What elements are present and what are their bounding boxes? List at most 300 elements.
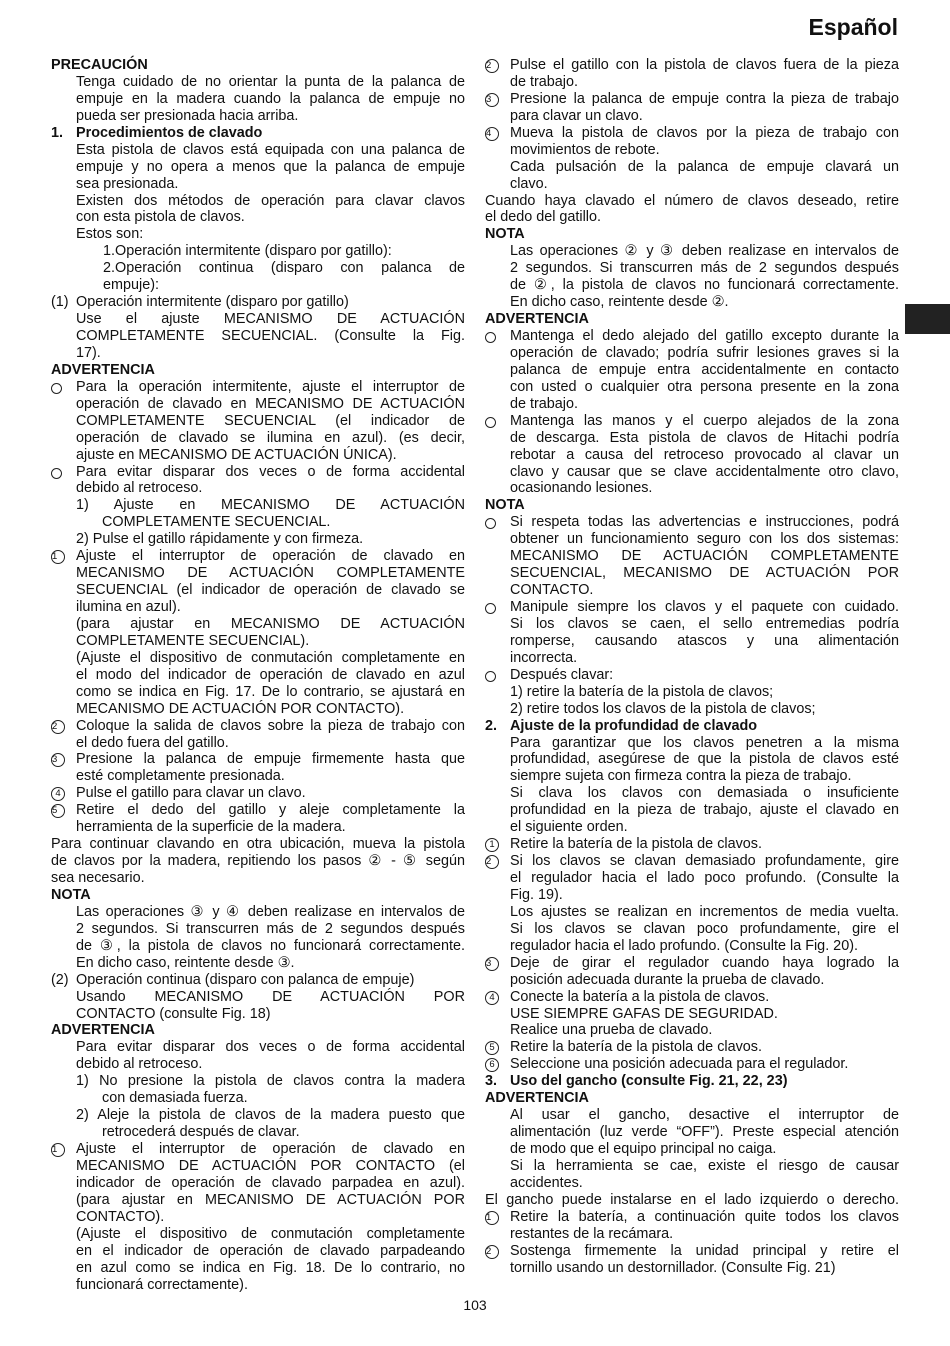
line-text: CONTACTO. — [510, 582, 594, 599]
line-text: NOTA — [485, 497, 525, 514]
line-text: Retire la batería, a continuación quite todos los clavos — [510, 1208, 899, 1225]
line-text: Para garantizar que los clavos penetren a la misma — [510, 734, 899, 751]
line-text: de ②, la pistola de clavos no funcionará correctamente. — [510, 277, 899, 294]
line-text: empuje en la madera cuando la palanca de empuje no — [76, 90, 465, 107]
language-header: Español — [808, 14, 898, 40]
text-line — [485, 176, 899, 193]
text-line — [485, 684, 899, 701]
text-line — [51, 1209, 465, 1226]
list-marker: 3. — [485, 1073, 498, 1090]
text-line — [485, 887, 899, 904]
line-text: clavo. — [510, 175, 548, 192]
text-line — [51, 972, 465, 989]
text-line — [485, 193, 899, 210]
text-line — [51, 125, 465, 142]
text-line — [51, 311, 465, 328]
text-line — [485, 548, 899, 565]
line-text: Si la herramienta se cae, existe el riesgo de causar — [510, 1157, 899, 1174]
text-line — [51, 1175, 465, 1192]
line-text: Procedimientos de clavado — [76, 124, 263, 141]
line-text: Sostenga firmemente la unidad principal y retire el — [510, 1242, 899, 1259]
line-text: indicador de operación de clavado parpadea en azul). — [76, 1174, 465, 1191]
text-line — [51, 565, 465, 582]
text-line — [485, 1107, 899, 1124]
line-text: funcionará correctamente). — [76, 1276, 248, 1293]
line-text: el modo del indicador de operación de clavado en azul — [76, 666, 465, 683]
text-line — [485, 785, 899, 802]
line-text: (para ajustar en MECANISMO DE ACTUACIÓN POR — [76, 1191, 465, 1208]
text-line — [485, 701, 899, 718]
line-text: Coloque la salida de clavos sobre la pieza de trabajo con — [76, 717, 465, 734]
line-text: Manipule siempre los clavos y el paquete con cuidado. — [510, 599, 899, 615]
line-text: Para evitar disparar dos veces o de forma accidental — [76, 463, 465, 480]
text-line — [51, 447, 465, 464]
line-text: ADVERTENCIA — [485, 311, 589, 328]
line-text: Para continuar clavando en otra ubicación, mueva la pistola — [51, 836, 465, 853]
line-text: pueda ser presionada hacia arriba. — [76, 107, 299, 124]
text-line — [485, 582, 899, 599]
text-line — [485, 260, 899, 277]
line-text: posición adecuada durante la prueba de clavado. — [510, 971, 825, 988]
line-text: romperse, causando atascos y una alimentación — [510, 632, 899, 649]
text-line — [51, 1141, 465, 1158]
line-text: ADVERTENCIA — [485, 1090, 589, 1107]
step-number-marker: 2 — [485, 1243, 499, 1260]
line-text: En dicho caso, reintente desde ③. — [76, 954, 295, 971]
line-text: Cada pulsación de la palanca de empuje clavará un — [510, 158, 899, 175]
text-line — [51, 887, 465, 904]
text-line — [485, 294, 899, 311]
text-line — [485, 819, 899, 836]
text-line — [51, 1158, 465, 1175]
line-text: movimientos de rebote. — [510, 141, 660, 158]
text-line — [485, 1209, 899, 1226]
step-number-marker: 1 — [51, 1141, 65, 1158]
line-text: Tenga cuidado de no orientar la punta de la palanca de — [76, 73, 465, 90]
line-text: COMPLETAMENTE SECUENCIAL (el indicador de — [76, 412, 465, 429]
line-text: en azul como se indica en Fig. 18. De lo contrario, no — [76, 1259, 465, 1276]
text-line — [485, 955, 899, 972]
line-text: Si clava los clavos con demasiada o insuficiente — [510, 785, 899, 802]
line-text: Para la operación intermitente, ajuste el interruptor de — [76, 378, 465, 395]
text-line — [485, 531, 899, 548]
text-line — [51, 1124, 465, 1141]
line-text: Ajuste el interruptor de operación de clavado en — [76, 548, 465, 565]
text-line — [485, 1124, 899, 1141]
line-text: Cuando haya clavado el número de clavos deseado, retire — [485, 192, 899, 209]
line-text: obtener un funcionamiento seguro con los dos sistemas: — [510, 531, 899, 548]
text-line — [51, 413, 465, 430]
step-number-marker: 4 — [485, 989, 499, 1006]
text-line — [51, 989, 465, 1006]
left-text-column — [51, 57, 465, 1293]
text-line — [485, 396, 899, 413]
text-line — [485, 1226, 899, 1243]
step-number-marker: 5 — [51, 802, 65, 819]
line-text: (Ajuste el dispositivo de conmutación completamente — [76, 1225, 465, 1242]
line-text: ADVERTENCIA — [51, 1022, 155, 1039]
line-text: empuje): — [103, 277, 159, 294]
line-text: PRECAUCIÓN — [51, 57, 148, 73]
text-line — [51, 176, 465, 193]
line-text: ADVERTENCIA — [51, 361, 155, 378]
text-line — [51, 1192, 465, 1209]
text-line — [485, 362, 899, 379]
text-line — [51, 159, 465, 176]
line-text: Uso del gancho (consulte Fig. 21, 22, 23) — [510, 1073, 788, 1090]
text-line — [51, 396, 465, 413]
text-line — [485, 74, 899, 91]
line-text: El gancho puede instalarse en el lado izquierdo o derecho. — [485, 1191, 899, 1208]
line-text: sea presionada. — [76, 175, 179, 192]
text-line — [51, 294, 465, 311]
step-number-marker: 2 — [485, 853, 499, 870]
text-line — [51, 1006, 465, 1023]
text-line — [485, 1022, 899, 1039]
line-text: de trabajo. — [510, 395, 579, 412]
text-line — [485, 904, 899, 921]
text-line — [51, 531, 465, 548]
text-line — [485, 108, 899, 125]
text-line — [485, 514, 899, 531]
line-text: USE SIEMPRE GAFAS DE SEGURIDAD. — [510, 1005, 778, 1022]
text-line — [485, 413, 899, 430]
list-marker: (2) — [51, 971, 69, 988]
text-line — [51, 904, 465, 921]
text-line — [51, 379, 465, 396]
text-line — [485, 938, 899, 955]
line-text: debido al retroceso. — [76, 1056, 203, 1073]
text-line — [51, 1107, 465, 1124]
line-text: Para evitar disparar dos veces o de forma accidental — [76, 1039, 465, 1056]
text-line — [485, 91, 899, 108]
line-text: Al usar el gancho, desactive el interruptor de — [510, 1107, 899, 1124]
text-line — [51, 718, 465, 735]
line-text: Después clavar: — [510, 666, 614, 683]
text-line — [51, 633, 465, 650]
line-text: de trabajo. — [510, 73, 579, 90]
line-text: rebotar a causa del retroceso provocado al clavar un — [510, 446, 899, 463]
text-line — [51, 802, 465, 819]
text-line — [51, 650, 465, 667]
text-line — [51, 735, 465, 752]
text-line — [485, 430, 899, 447]
text-line — [51, 260, 465, 277]
text-line — [51, 938, 465, 955]
text-line — [485, 1158, 899, 1175]
text-line — [51, 514, 465, 531]
step-number-marker: 2 — [485, 57, 499, 74]
line-text: Mantenga el dedo alejado del gatillo excepto durante la — [510, 328, 899, 344]
text-line — [51, 870, 465, 887]
text-line — [51, 548, 465, 565]
line-text: 2) retire todos los clavos de la pistola de clavos; — [510, 700, 816, 717]
line-text: palanca de empuje entra accidentalmente en contacto — [510, 361, 899, 378]
text-line — [485, 226, 899, 243]
text-line — [51, 1243, 465, 1260]
line-text: Conecte la batería a la pistola de clavos. — [510, 988, 770, 1005]
text-line — [51, 836, 465, 853]
text-line — [51, 1073, 465, 1090]
line-text: Pulse el gatillo para clavar un clavo. — [76, 785, 306, 802]
step-number-marker: 6 — [485, 1056, 499, 1073]
text-line — [485, 142, 899, 159]
text-line — [51, 853, 465, 870]
line-text: Operación intermitente (disparo por gatillo) — [76, 294, 349, 311]
text-line — [485, 989, 899, 1006]
line-text: Presione la palanca de empuje firmemente hasta que — [76, 751, 465, 768]
text-line — [485, 802, 899, 819]
text-line — [51, 209, 465, 226]
line-text: en el indicador de operación de clavado parpadeando — [76, 1242, 465, 1259]
line-text: siempre sujeta con firmeza contra la pieza de trabajo. — [510, 768, 852, 785]
step-number-marker: 4 — [485, 125, 499, 142]
text-line — [51, 277, 465, 294]
line-text: sea necesario. — [51, 870, 145, 886]
text-line — [51, 1056, 465, 1073]
line-text: 1) No presione la pistola de clavos contra la madera — [76, 1073, 465, 1090]
line-text: Use el ajuste MECANISMO DE ACTUACIÓN — [76, 311, 465, 328]
text-line — [51, 1226, 465, 1243]
text-line — [51, 599, 465, 616]
line-text: ocasionando lesiones. — [510, 480, 653, 497]
text-line — [51, 243, 465, 260]
line-text: 2 segundos. Si transcurren más de 2 segundos después — [510, 260, 899, 277]
line-text: Los ajustes se realizan en incrementos de media vuelta. — [510, 903, 899, 920]
line-text: como se indica en Fig. 17. De lo contrario, se ajustará en — [76, 683, 465, 700]
step-number-marker: 5 — [485, 1039, 499, 1056]
text-line — [485, 735, 899, 752]
text-line — [485, 379, 899, 396]
line-text: Si los clavos se clavan demasiado profundamente, gire — [510, 853, 899, 870]
text-line — [51, 193, 465, 210]
text-line — [485, 972, 899, 989]
text-line — [51, 108, 465, 125]
text-line — [51, 226, 465, 243]
text-line — [485, 650, 899, 667]
text-line — [485, 345, 899, 362]
line-text: 1) Ajuste en MECANISMO DE ACTUACIÓN — [76, 497, 465, 514]
text-line — [51, 582, 465, 599]
line-text: Usando MECANISMO DE ACTUACIÓN POR — [76, 988, 465, 1005]
text-line — [51, 785, 465, 802]
line-text: COMPLETAMENTE SECUENCIAL. (Consulte la Fig. — [76, 328, 465, 344]
text-line — [485, 447, 899, 464]
text-line — [485, 667, 899, 684]
text-line — [485, 464, 899, 481]
line-text: Retire la batería de la pistola de clavos. — [510, 1039, 762, 1056]
text-line — [51, 955, 465, 972]
text-line — [485, 497, 899, 514]
line-text: Fig. 19). — [510, 886, 563, 903]
text-line — [485, 1175, 899, 1192]
text-line — [485, 1056, 899, 1073]
text-line — [485, 1090, 899, 1107]
line-text: operación de clavado; podría sufrir lesiones graves si la — [510, 344, 899, 361]
text-line — [485, 853, 899, 870]
line-text: MECANISMO DE ACTUACIÓN POR CONTACTO (el — [76, 1157, 465, 1174]
page-number: 103 — [463, 1297, 487, 1313]
line-text: profundidad, asegúrese de que la pistola de clavos esté — [510, 751, 899, 768]
text-line — [51, 684, 465, 701]
line-text: Ajuste el interruptor de operación de clavado en — [76, 1141, 465, 1157]
text-line — [51, 464, 465, 481]
text-line — [485, 565, 899, 582]
line-text: MECANISMO DE ACTUACIÓN POR CONTACTO). — [76, 700, 405, 717]
right-text-column — [485, 57, 899, 1277]
text-line — [485, 125, 899, 142]
line-text: Si los clavos se caen, el sello entremedias podría — [510, 615, 899, 632]
text-line — [51, 480, 465, 497]
text-line — [485, 311, 899, 328]
line-text: operación de clavado en MECANISMO DE ACTUACIÓN — [76, 395, 465, 412]
line-text: el dedo fuera del gatillo. — [76, 734, 229, 751]
line-text: 2) Aleje la pistola de clavos de la madera puesto que — [76, 1107, 465, 1124]
text-line — [485, 836, 899, 853]
line-text: debido al retroceso. — [76, 480, 203, 497]
line-text: Deje de girar el regulador cuando haya logrado la — [510, 954, 899, 971]
line-text: 1.Operación intermitente (disparo por gatillo): — [103, 243, 392, 260]
text-line — [485, 243, 899, 260]
text-line — [485, 1006, 899, 1023]
line-text: herramienta de la superficie de la madera. — [76, 819, 346, 836]
text-line — [485, 1141, 899, 1158]
line-text: profundidad en la pieza de trabajo, ajuste el clavado en — [510, 802, 899, 819]
line-text: Presione la palanca de empuje contra la pieza de trabajo — [510, 90, 899, 107]
line-text: MECANISMO DE ACTUACIÓN COMPLETAMENTE — [76, 565, 465, 582]
text-line — [485, 57, 899, 74]
line-text: Seleccione una posición adecuada para el regulador. — [510, 1056, 849, 1073]
line-text: de ③, la pistola de clavos no funcionará correctamente. — [76, 937, 465, 954]
text-line — [51, 430, 465, 447]
line-text: para clavar un clavo. — [510, 107, 643, 124]
line-text: Si respeta todas las advertencias e instrucciones, podrá — [510, 514, 899, 531]
line-text: En dicho caso, reintente desde ②. — [510, 294, 729, 311]
text-line — [51, 91, 465, 108]
line-text: empuje y no opera a menos que la palanca de empuje — [76, 158, 465, 175]
text-line — [51, 1090, 465, 1107]
line-text: restantes de la recámara. — [510, 1225, 674, 1242]
line-text: de modo que el equipo principal no caiga. — [510, 1141, 777, 1157]
step-number-marker: 1 — [51, 548, 65, 565]
line-text: accidentes. — [510, 1174, 583, 1191]
line-text: Existen dos métodos de operación para clavar clavos — [76, 192, 465, 209]
text-line — [485, 209, 899, 226]
line-text: (Ajuste el dispositivo de conmutación completamente en — [76, 649, 465, 666]
text-line — [485, 1192, 899, 1209]
line-text: CONTACTO). — [76, 1208, 165, 1225]
line-text: MECANISMO DE ACTUACIÓN COMPLETAMENTE — [510, 548, 899, 565]
text-line — [485, 751, 899, 768]
text-line — [51, 667, 465, 684]
text-line — [51, 819, 465, 836]
line-text: (para ajustar en MECANISMO DE ACTUACIÓN — [76, 615, 465, 632]
line-text: con usted o cualquier otra persona presente en la zona — [510, 378, 899, 395]
line-text: ajuste en MECANISMO DE ACTUACIÓN ÚNICA). — [76, 446, 397, 463]
line-text: 17). — [76, 344, 101, 361]
line-text: 2.Operación continua (disparo con palanca de — [103, 260, 465, 277]
section-tab-marker — [905, 304, 950, 334]
line-text: Pulse el gatillo con la pistola de clavos fuera de la pieza — [510, 57, 899, 73]
line-text: Mueva la pistola de clavos por la pieza de trabajo con — [510, 124, 899, 141]
list-marker: 2. — [485, 717, 498, 734]
line-text: tornillo usando un destornillador. (Consulte Fig. 21) — [510, 1259, 836, 1276]
line-text: Mantenga las manos y el cuerpo alejados de la zona — [510, 412, 899, 429]
line-text: Si los clavos se clavan poco profundamente, gire el — [510, 920, 899, 937]
line-text: incorrecta. — [510, 649, 578, 666]
text-line — [51, 328, 465, 345]
text-line — [51, 1277, 465, 1294]
text-line — [485, 1260, 899, 1277]
text-line — [485, 921, 899, 938]
line-text: Las operaciones ② y ③ deben realizase en intervalos de — [510, 243, 899, 260]
text-line — [51, 497, 465, 514]
text-line — [51, 362, 465, 379]
text-line — [485, 277, 899, 294]
step-number-marker: 4 — [51, 785, 65, 802]
text-line — [51, 57, 465, 74]
line-text: Realice una prueba de clavado. — [510, 1022, 713, 1039]
text-line — [485, 718, 899, 735]
text-line — [51, 345, 465, 362]
line-text: de descarga. Esta pistola de clavos de Hitachi podría — [510, 429, 899, 446]
line-text: clavo y causar que se clave accidentalmente otro clavo, — [510, 463, 899, 480]
line-text: de clavos por la madera, repitiendo los pasos ② - ⑤ según — [51, 853, 465, 870]
text-line — [485, 870, 899, 887]
line-text: el dedo del gatillo. — [485, 209, 602, 226]
text-line — [51, 768, 465, 785]
line-text: 2 segundos. Si transcurren más de 2 segundos después — [76, 920, 465, 937]
text-line — [485, 159, 899, 176]
step-number-marker: 1 — [485, 836, 499, 853]
text-line — [485, 599, 899, 616]
step-number-marker: 3 — [485, 91, 499, 108]
line-text: SECUENCIAL, MECANISMO DE ACTUACIÓN POR — [510, 565, 899, 582]
step-number-marker: 3 — [485, 955, 499, 972]
text-line — [485, 1039, 899, 1056]
text-line — [51, 142, 465, 159]
text-line — [51, 751, 465, 768]
line-text: Retire la batería de la pistola de clavos. — [510, 836, 762, 853]
line-text: con esta pistola de clavos. — [76, 209, 245, 226]
line-text: Esta pistola de clavos está equipada con una palanca de — [76, 141, 465, 158]
line-text: alimentación (luz verde “OFF”). Preste especial atención — [510, 1124, 899, 1141]
line-text: regulador hacia el lado profundo. (Consulte la Fig. 20). — [510, 937, 858, 954]
line-text: 1) retire la batería de la pistola de clavos; — [510, 683, 774, 700]
list-marker: 1. — [51, 124, 64, 141]
text-line — [51, 616, 465, 633]
text-line — [485, 633, 899, 650]
text-line — [51, 1039, 465, 1056]
line-text: retrocederá después de clavar. — [102, 1124, 300, 1141]
text-line — [51, 921, 465, 938]
line-text: Ajuste de la profundidad de clavado — [510, 717, 758, 734]
line-text: el regulador hacia el lado poco profundo. (Consulte la — [510, 870, 899, 886]
step-number-marker: 2 — [51, 718, 65, 735]
line-text: COMPLETAMENTE SECUENCIAL). — [76, 632, 310, 649]
line-text: esté completamente presionada. — [76, 768, 285, 785]
line-text: con demasiada fuerza. — [102, 1090, 248, 1107]
text-line — [485, 480, 899, 497]
text-line — [51, 1260, 465, 1277]
text-line — [51, 74, 465, 91]
line-text: SECUENCIAL (el indicador de operación de clavado se — [76, 582, 465, 599]
line-text: ilumina en azul). — [76, 599, 181, 615]
line-text: COMPLETAMENTE SECUENCIAL. — [102, 514, 331, 531]
line-text: CONTACTO (consulte Fig. 18) — [76, 1005, 271, 1022]
line-text: Las operaciones ③ y ④ deben realizase en intervalos de — [76, 903, 465, 920]
text-line — [51, 1022, 465, 1039]
